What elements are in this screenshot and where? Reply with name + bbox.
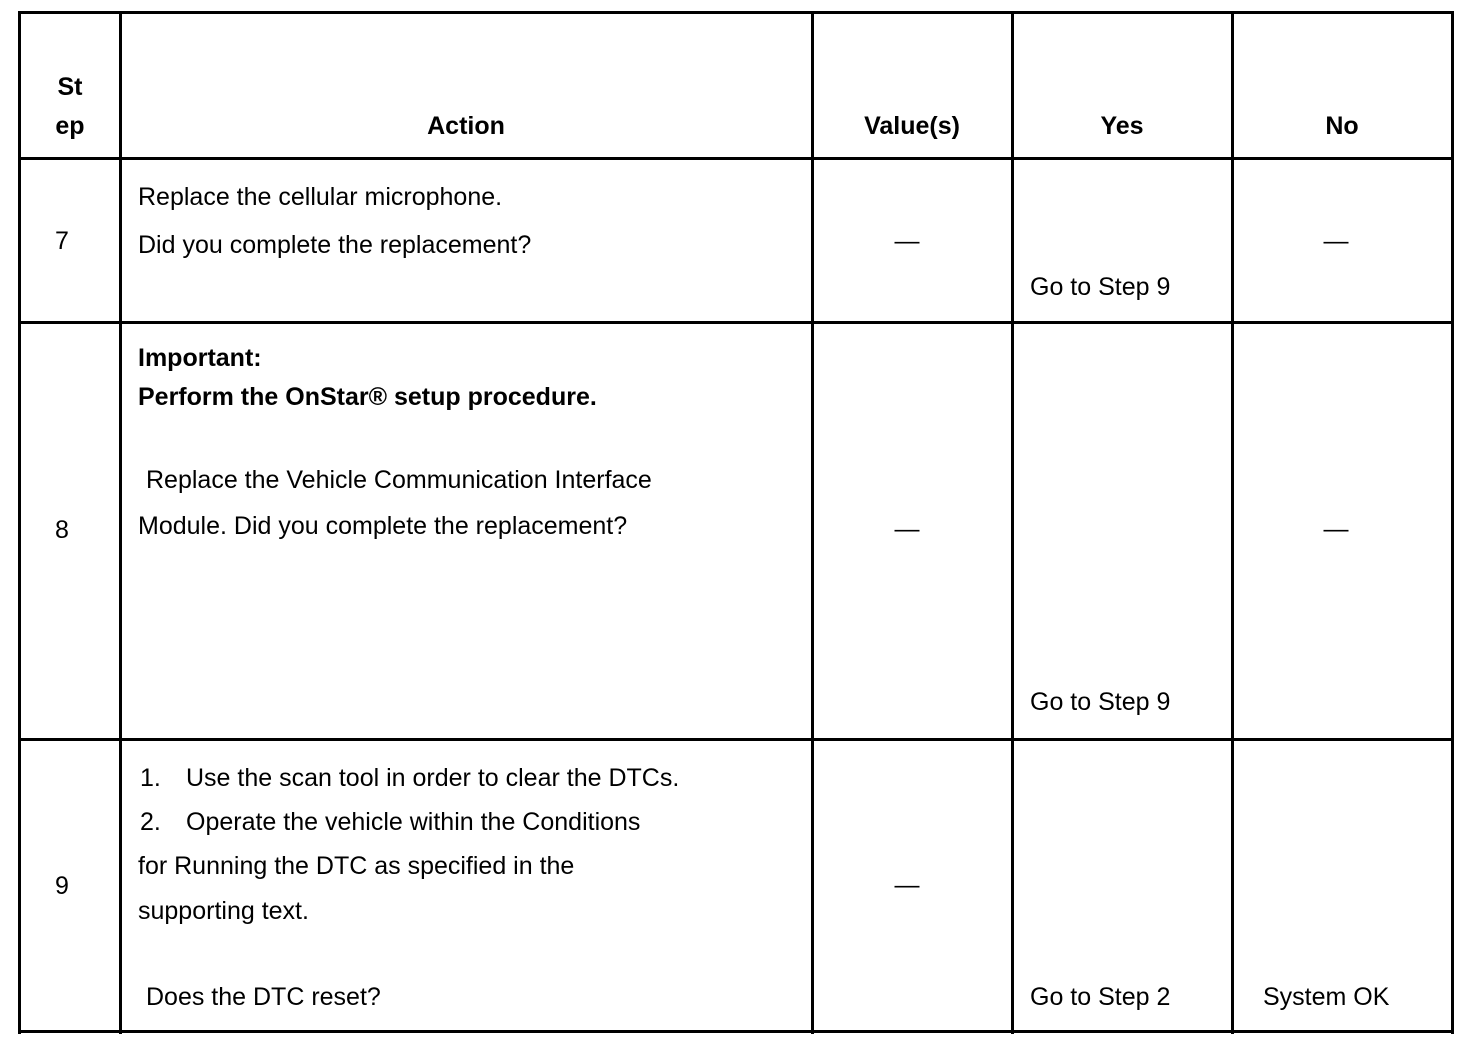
- yes-goto: Go to Step 9: [1030, 688, 1171, 716]
- row-divider: [18, 738, 1454, 741]
- no-result: System OK: [1263, 983, 1390, 1011]
- header-action: Action: [427, 112, 505, 140]
- column-divider: [1451, 12, 1454, 1034]
- important-text: Perform the OnStar® setup procedure.: [138, 383, 597, 411]
- action-text: Replace the cellular microphone.: [138, 183, 503, 211]
- list-number: 2.: [140, 808, 161, 836]
- table-border-top: [18, 11, 1454, 14]
- header-values: Value(s): [864, 112, 960, 140]
- no-dash: —: [1323, 515, 1349, 543]
- yes-goto: Go to Step 9: [1030, 273, 1171, 301]
- step-number: 8: [55, 516, 69, 544]
- value-dash: —: [894, 871, 920, 899]
- yes-goto: Go to Step 2: [1030, 983, 1171, 1011]
- table-border-bottom: [18, 1030, 1454, 1033]
- column-divider: [18, 12, 21, 1034]
- question-text: Does the DTC reset?: [146, 983, 381, 1011]
- action-text: Module. Did you complete the replacement?: [138, 512, 628, 540]
- value-dash: —: [894, 515, 920, 543]
- action-text: supporting text.: [138, 897, 309, 925]
- action-text: Replace the Vehicle Communication Interface: [146, 466, 652, 494]
- header-divider: [18, 157, 1454, 160]
- header-step-line1: St: [57, 73, 83, 101]
- column-divider: [119, 12, 122, 1034]
- header-no: No: [1325, 112, 1359, 140]
- value-dash: —: [894, 227, 920, 255]
- action-text: Did you complete the replacement?: [138, 231, 532, 259]
- column-divider: [1011, 12, 1014, 1034]
- important-label: Important:: [138, 344, 262, 372]
- header-step-line2: ep: [55, 112, 85, 140]
- header-yes: Yes: [1100, 112, 1144, 140]
- row-divider: [18, 321, 1454, 324]
- list-number: 1.: [140, 764, 161, 792]
- action-text: for Running the DTC as specified in the: [138, 852, 575, 880]
- list-item-text: Use the scan tool in order to clear the DTCs.: [186, 764, 680, 792]
- no-dash: —: [1323, 227, 1349, 255]
- step-number: 9: [55, 872, 69, 900]
- list-item-text: Operate the vehicle within the Conditions: [186, 808, 641, 836]
- step-number: 7: [55, 227, 69, 255]
